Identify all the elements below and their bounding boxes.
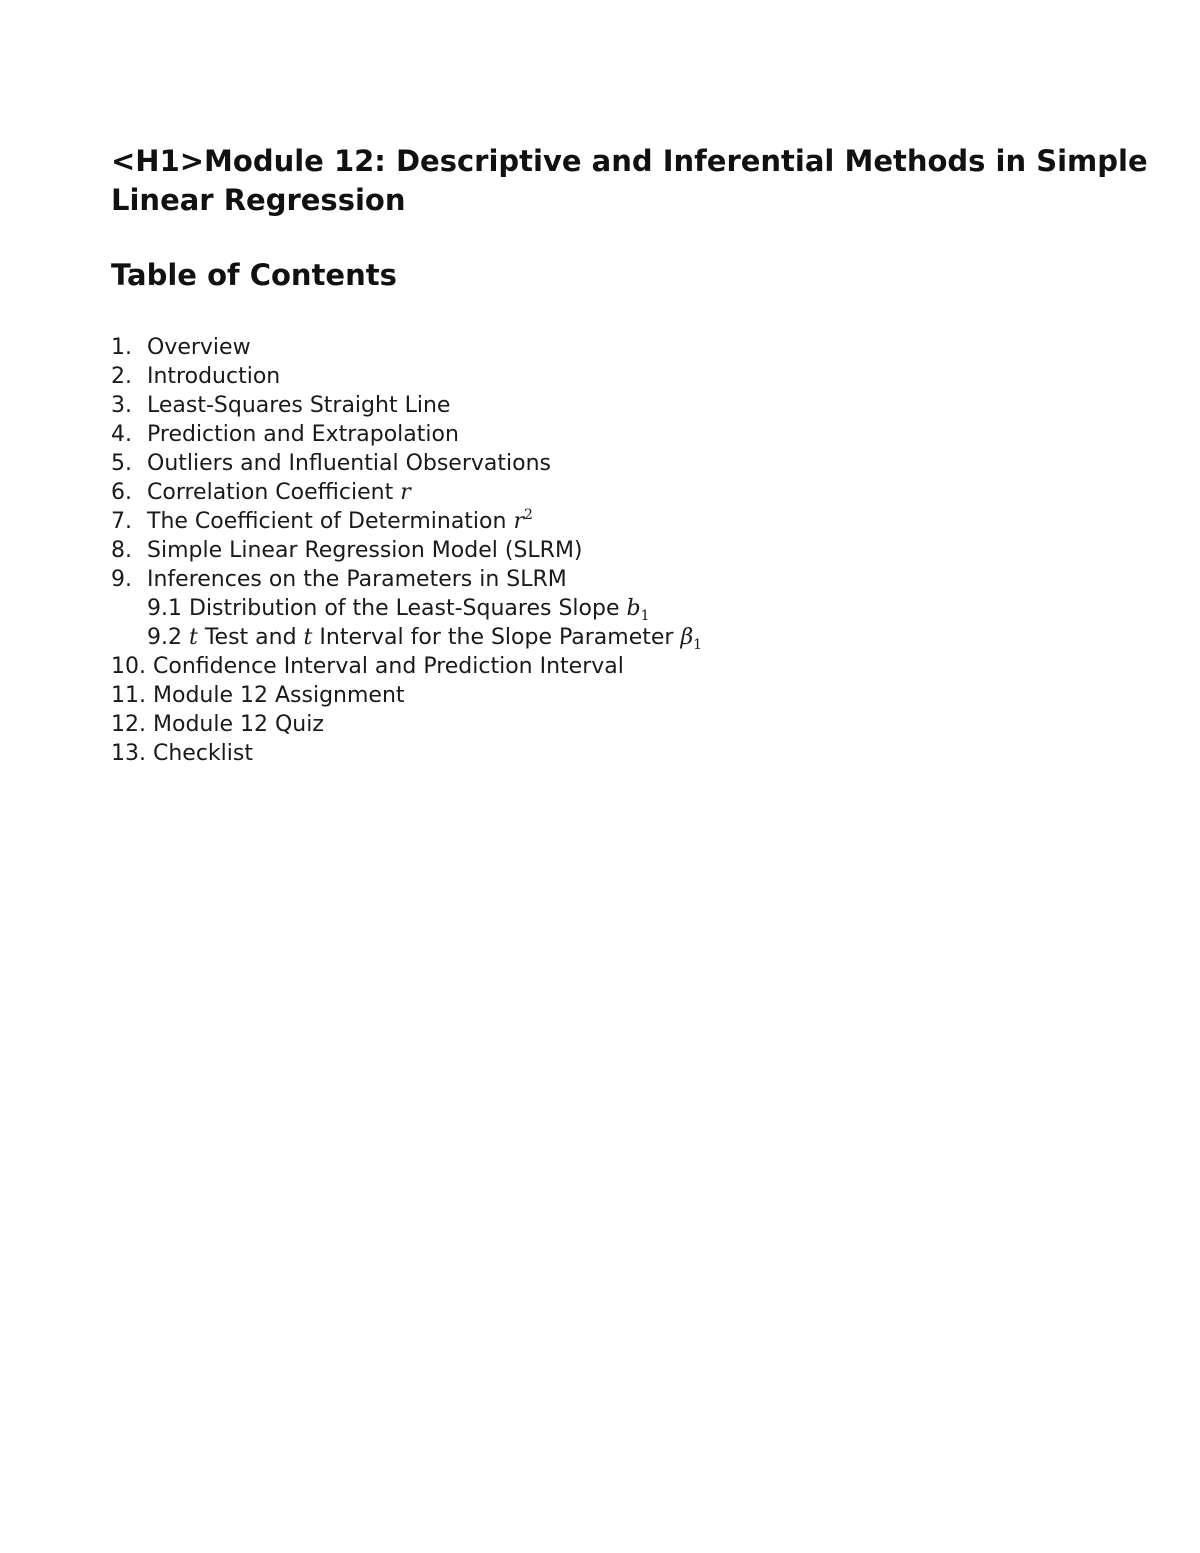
toc-item-label: Module 12 Assignment xyxy=(153,683,405,708)
toc-item-number: 7. xyxy=(111,509,132,534)
toc-item-quiz[interactable] xyxy=(111,710,702,739)
toc-item-correlation[interactable] xyxy=(111,478,702,507)
math-symbol: r xyxy=(400,480,411,505)
toc-item-least-squares[interactable] xyxy=(111,391,702,420)
toc-subitem-slope-distribution[interactable] xyxy=(111,594,702,623)
toc-item-label: Module 12 Quiz xyxy=(153,712,324,737)
toc-item-determination[interactable] xyxy=(111,507,702,536)
toc-item-introduction[interactable] xyxy=(111,362,702,391)
toc-item-label: Overview xyxy=(147,335,251,360)
math-superscript: 2 xyxy=(523,507,533,523)
toc-item-number: 2. xyxy=(111,364,132,389)
math-subscript: 1 xyxy=(640,608,650,624)
toc-item-label: Outliers and Influential Observations xyxy=(147,451,551,476)
toc-item-intervals[interactable] xyxy=(111,652,702,681)
toc-item-label: Correlation Coefficient xyxy=(147,480,401,505)
math-base: b xyxy=(626,596,641,621)
toc-item-label: Inferences on the Parameters in SLRM xyxy=(147,567,567,592)
toc-item-label: The Coefficient of Determination xyxy=(147,509,514,534)
toc-subitem-t-test[interactable] xyxy=(111,623,702,652)
toc-item-number: 12. xyxy=(111,712,146,737)
math-symbol xyxy=(680,625,703,653)
toc-item-number: 5. xyxy=(111,451,132,476)
toc-item-overview[interactable] xyxy=(111,333,702,362)
math-symbol xyxy=(626,596,650,624)
toc-item-label: Prediction and Extrapolation xyxy=(147,422,459,447)
toc-item-number: 9. xyxy=(111,567,132,592)
toc-item-number: 4. xyxy=(111,422,132,447)
toc-item-slrm[interactable] xyxy=(111,536,702,565)
toc-item-number: 3. xyxy=(111,393,132,418)
toc-item-label: Least-Squares Straight Line xyxy=(147,393,451,418)
toc-item-label: Checklist xyxy=(153,741,253,766)
math-symbol xyxy=(513,509,532,534)
toc-item-number: 13. xyxy=(111,741,146,766)
toc-item-number: 10. xyxy=(111,654,146,679)
toc-item-label-part: Test and xyxy=(197,625,304,650)
toc-item-label: Simple Linear Regression Model (SLRM) xyxy=(147,538,583,563)
math-base: β xyxy=(680,625,694,650)
toc-item-number: 11. xyxy=(111,683,146,708)
toc-item-label: Confidence Interval and Prediction Interval xyxy=(153,654,624,679)
math-symbol: t xyxy=(303,625,313,650)
toc-item-inferences[interactable] xyxy=(111,565,702,594)
toc-item-outliers[interactable] xyxy=(111,449,702,478)
page-title: <H1>Module 12: Descriptive and Inferential Methods in Simple Linear Regression xyxy=(111,144,1148,217)
toc-item-checklist[interactable] xyxy=(111,739,702,768)
math-symbol: t xyxy=(189,625,198,650)
toc-heading: Table of Contents xyxy=(111,258,397,292)
toc-item-number: 1. xyxy=(111,335,132,360)
toc-item-number: 9.1 xyxy=(147,596,182,621)
toc-item-number: 9.2 xyxy=(147,625,182,650)
toc-item-number: 6. xyxy=(111,480,132,505)
toc-item-label: Interval for the Slope Parameter xyxy=(312,625,681,650)
table-of-contents xyxy=(111,333,702,768)
toc-item-number: 8. xyxy=(111,538,132,563)
math-subscript: 1 xyxy=(693,637,703,653)
toc-item-label: Introduction xyxy=(147,364,281,389)
toc-item-label: Distribution of the Least-Squares Slope xyxy=(189,596,627,621)
math-base: r xyxy=(513,509,524,534)
toc-item-prediction[interactable] xyxy=(111,420,702,449)
toc-item-assignment[interactable] xyxy=(111,681,702,710)
